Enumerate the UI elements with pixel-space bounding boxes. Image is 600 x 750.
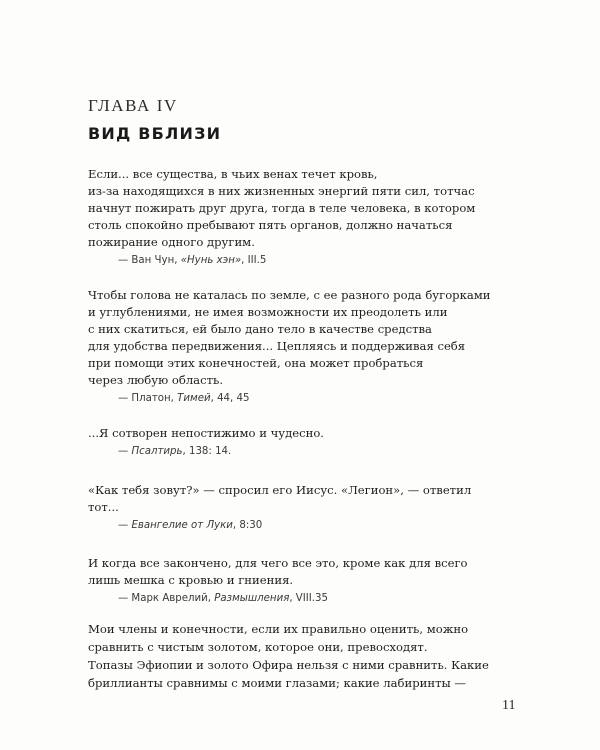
source-locator: , VIII.35 xyxy=(289,593,328,604)
page-number: 11 xyxy=(502,698,516,713)
epigraph-quote: Если... все существа, в чьих венах течет кровь, из-за находящихся в них жизненных энергий пяти сил, тотчас начнут пожирать друг друга, тогда в теле человека, в котором столь спокойно пребывают пять органов, должно начаться пожирание одного другим. xyxy=(88,167,476,249)
epigraph-2 xyxy=(88,287,508,406)
source-locator: , 138: 14. xyxy=(182,446,232,457)
source-locator: , III.5 xyxy=(241,255,267,266)
epigraph-quote: ...Я сотворен непостижимо и чудесно. xyxy=(88,426,324,440)
epigraph-source xyxy=(118,254,508,268)
source-work: Псалтирь xyxy=(131,446,183,457)
source-author: — Марк Аврелий, xyxy=(118,593,212,604)
epigraph-quote: «Как тебя зовут?» — спросил его Иисус. «Легион», — ответил тот... xyxy=(88,483,472,514)
chapter-title: ВИД ВБЛИЗИ xyxy=(88,124,222,143)
source-author: — Платон, xyxy=(118,393,174,404)
epigraph-quote: И когда все закончено, для чего все это, кроме как для всего лишь мешка с кровью и гниения. xyxy=(88,556,468,587)
source-author: — xyxy=(118,446,129,457)
chapter-label: ГЛАВА IV xyxy=(88,96,178,115)
source-author: — xyxy=(118,520,129,531)
epigraph-quote: Чтобы голова не каталась по земле, с ее разного рода бугорками и углублениями, не имея возможности их преодолеть или с них скатиться, ей было дано тело в качестве средства для удобства передвижения... Цепляясь и поддерживая себя при помощи этих конечностей, она может пробраться через любую область. xyxy=(88,288,491,387)
epigraph-source xyxy=(118,519,508,533)
source-work: Евангелие от Луки xyxy=(131,520,233,531)
epigraph-source xyxy=(118,592,508,606)
epigraph-source xyxy=(118,445,508,459)
body-paragraph: Мои члены и конечности, если их правильно оценить, можно сравнить с чистым золотом, которое они, превосходят. Топазы Эфиопии и золото Офира нельзя с ними сравнить. Какие бриллианты сравнимы с моими глазами; какие лабиринты — xyxy=(88,622,489,690)
epigraph-3 xyxy=(88,425,508,459)
epigraph-1 xyxy=(88,166,508,268)
source-locator: , 8:30 xyxy=(232,520,263,531)
source-work: Размышления xyxy=(214,593,290,604)
source-author: — Ван Чун, xyxy=(118,255,178,266)
source-work: Тимей xyxy=(177,393,211,404)
source-locator: , 44, 45 xyxy=(210,393,250,404)
epigraph-source xyxy=(118,392,508,406)
epigraph-4 xyxy=(88,482,508,533)
epigraph-5 xyxy=(88,555,508,606)
source-work: «Нунь хэн» xyxy=(180,255,242,266)
